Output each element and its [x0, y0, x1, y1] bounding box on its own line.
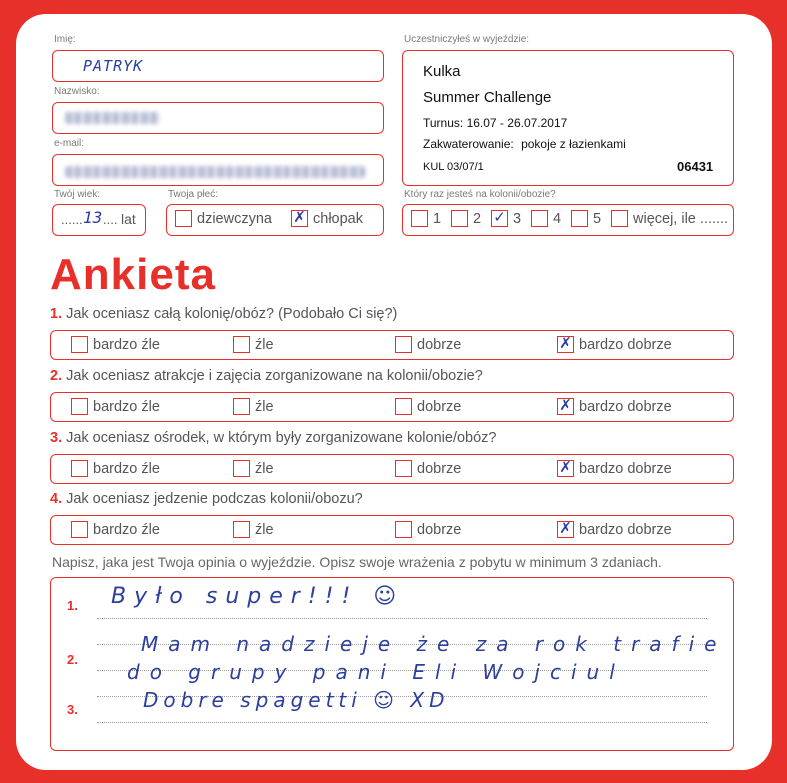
handwritten-line-2: Mam nadzieje że za rok trafie	[141, 632, 727, 656]
age-value: 13	[83, 208, 103, 227]
trip-turnus: Turnus: 16.07 - 26.07.2017	[423, 116, 568, 130]
trip-label: Uczestniczyłeś w wyjeździe:	[404, 34, 530, 45]
checkbox[interactable]: ✗	[557, 460, 574, 477]
checkbox[interactable]	[411, 210, 428, 227]
question-1-options	[50, 330, 734, 360]
times-option-more[interactable]: więcej, ile .......	[611, 210, 728, 227]
line-number-2: 2.	[67, 652, 78, 667]
option-very-good[interactable]: ✗ bardzo dobrze	[557, 398, 672, 415]
option-bad[interactable]: źle	[233, 521, 274, 538]
checkbox[interactable]	[175, 210, 192, 227]
name-value: PATRYK	[83, 57, 144, 75]
times-option-1[interactable]: 1	[411, 210, 441, 227]
checkbox[interactable]: ✗	[557, 336, 574, 353]
checkbox[interactable]	[233, 336, 250, 353]
option-good[interactable]: dobrze	[395, 336, 461, 353]
checkbox[interactable]: ✓	[491, 210, 508, 227]
handwritten-line-3: do grupy pani Eli Wojciul	[127, 660, 625, 684]
trip-box	[402, 50, 734, 186]
question-4: 4. Jak oceniasz jedzenie podczas kolonii/obozu?	[50, 491, 363, 507]
gender-option-male[interactable]: ✗ chłopak	[291, 210, 363, 227]
checkbox[interactable]: ✗	[291, 210, 308, 227]
writing-line	[97, 722, 707, 723]
gender-field	[166, 204, 384, 236]
question-2: 2. Jak oceniasz atrakcje i zajęcia zorganizowane na kolonii/obozie?	[50, 368, 483, 384]
checkbox[interactable]	[531, 210, 548, 227]
redacted-email	[65, 166, 365, 178]
age-field[interactable]: ...... 13 .... lat	[52, 204, 146, 236]
checkbox[interactable]: ✗	[557, 398, 574, 415]
option-bad[interactable]: źle	[233, 336, 274, 353]
checkbox[interactable]	[71, 398, 88, 415]
checkbox[interactable]	[395, 460, 412, 477]
accommodation-label: Zakwaterowanie:	[423, 137, 514, 151]
name-field[interactable]	[52, 50, 384, 82]
writing-line	[97, 618, 707, 619]
option-very-good[interactable]: ✗ bardzo dobrze	[557, 336, 672, 353]
checkbox[interactable]	[611, 210, 628, 227]
checkbox[interactable]	[395, 336, 412, 353]
times-field	[402, 204, 734, 236]
checkbox[interactable]	[71, 521, 88, 538]
option-bad[interactable]: źle	[233, 460, 274, 477]
option-bad[interactable]: źle	[233, 398, 274, 415]
option-very-bad[interactable]: bardzo źle	[71, 460, 160, 477]
gender-label: Twoja płeć:	[168, 189, 219, 200]
times-option-4[interactable]: 4	[531, 210, 561, 227]
question-1: 1. Jak oceniasz całą kolonię/obóz? (Podobało Ci się?)	[50, 306, 398, 322]
handwritten-line-1: Było super!!! ☺	[111, 584, 405, 609]
option-very-good[interactable]: ✗ bardzo dobrze	[557, 521, 672, 538]
checkbox[interactable]	[395, 521, 412, 538]
line-number-1: 1.	[67, 598, 78, 613]
surname-label: Nazwisko:	[54, 86, 100, 97]
checkbox[interactable]	[233, 460, 250, 477]
option-very-bad[interactable]: bardzo źle	[71, 336, 160, 353]
checkbox[interactable]	[71, 336, 88, 353]
trip-code: KUL 03/07/1	[423, 161, 484, 173]
question-2-options	[50, 392, 734, 422]
trip-title: Summer Challenge	[423, 89, 552, 106]
option-very-bad[interactable]: bardzo źle	[71, 398, 160, 415]
times-option-2[interactable]: 2	[451, 210, 481, 227]
redacted-surname	[65, 112, 160, 124]
email-field[interactable]	[52, 154, 384, 186]
age-label: Twój wiek:	[54, 189, 101, 200]
handwritten-line-4: Dobre spagetti ☺ XD	[143, 688, 450, 712]
trip-number: 06431	[677, 159, 714, 174]
option-good[interactable]: dobrze	[395, 398, 461, 415]
question-3: 3. Jak oceniasz ośrodek, w którym były zorganizowane kolonie/obóz?	[50, 430, 497, 446]
checkbox[interactable]	[71, 460, 88, 477]
checkbox[interactable]	[233, 398, 250, 415]
page-title: Ankieta	[50, 250, 216, 299]
line-number-3: 3.	[67, 702, 78, 717]
gender-option-female[interactable]: dziewczyna	[175, 210, 272, 227]
age-unit: lat	[121, 211, 136, 227]
checkbox[interactable]	[571, 210, 588, 227]
checkbox[interactable]	[451, 210, 468, 227]
email-label: e-mail:	[54, 138, 85, 149]
option-good[interactable]: dobrze	[395, 460, 461, 477]
times-option-5[interactable]: 5	[571, 210, 601, 227]
checkbox[interactable]	[395, 398, 412, 415]
checkbox[interactable]: ✗	[557, 521, 574, 538]
option-very-bad[interactable]: bardzo źle	[71, 521, 160, 538]
opinion-box[interactable]	[50, 577, 734, 751]
times-label: Który raz jesteś na kolonii/obozie?	[404, 189, 556, 200]
opinion-prompt: Napisz, jaka jest Twoja opinia o wyjeździe. Opisz swoje wrażenia z pobytu w minimum 3 zdaniach.	[52, 554, 662, 570]
surname-field[interactable]	[52, 102, 384, 134]
times-option-3[interactable]: ✓ 3	[491, 210, 521, 227]
name-label: Imię:	[54, 34, 76, 45]
survey-sheet	[16, 14, 772, 770]
option-very-good[interactable]: ✗ bardzo dobrze	[557, 460, 672, 477]
trip-name: Kulka	[423, 63, 461, 80]
accommodation-value: pokoje z łazienkami	[521, 137, 626, 151]
question-3-options	[50, 454, 734, 484]
checkbox[interactable]	[233, 521, 250, 538]
question-4-options	[50, 515, 734, 545]
option-good[interactable]: dobrze	[395, 521, 461, 538]
